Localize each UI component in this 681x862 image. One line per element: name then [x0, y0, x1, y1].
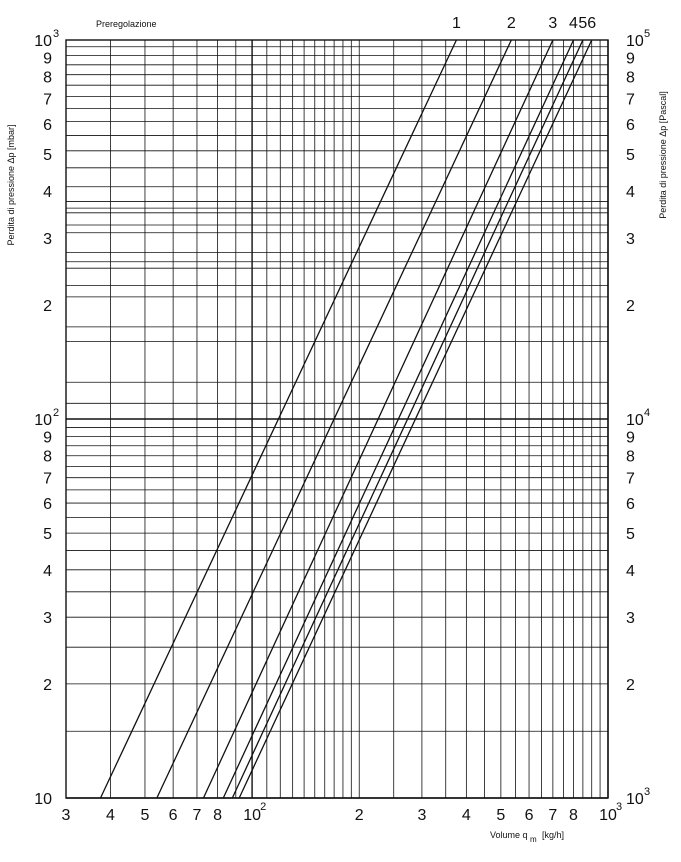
- y-right-tick-label: 9: [626, 50, 635, 68]
- y-left-tick-label: 7: [43, 91, 52, 109]
- x-tick-label: 6: [168, 807, 178, 824]
- y-left-tick-label: 2: [43, 676, 52, 694]
- x-tick-label: 4: [106, 807, 115, 824]
- x-axis-label: Volume q: [490, 830, 528, 840]
- y-left-tick-label: 2: [43, 297, 52, 315]
- y-left-tick-sup: 3: [53, 28, 60, 40]
- x-tick-sup-2: 2: [260, 801, 267, 813]
- x-tick-label: 2: [354, 807, 364, 824]
- y-left-tick-label: 4: [43, 562, 52, 580]
- y-right-tick-label: 8: [626, 69, 635, 87]
- y-left-tick-label: 6: [43, 117, 52, 135]
- x-axis-label-sub: m: [530, 835, 537, 844]
- x-tick-label: 6: [524, 807, 534, 824]
- chart-grid: [66, 40, 608, 798]
- curve-label-3: 3: [548, 15, 558, 32]
- y-left-tick-label: 3: [43, 610, 52, 628]
- y-right-tick-label: 4: [626, 562, 635, 580]
- y-right-tick-label: 2: [626, 676, 635, 694]
- x-tick-label: 5: [496, 807, 506, 824]
- y-right-tick-label: 6: [626, 496, 635, 514]
- y-right-tick-sup: 5: [644, 28, 651, 40]
- y-left-tick-label: 7: [43, 470, 52, 488]
- curve-label-6: 6: [587, 15, 597, 32]
- y-right-tick-label: 10: [626, 412, 644, 429]
- y-right-tick-label: 6: [626, 117, 635, 135]
- chart-labels: [6, 15, 668, 844]
- x-tick-label: 10: [243, 807, 261, 824]
- x-tick-label: 7: [548, 807, 558, 824]
- y-axis-label-right: Perdita di pressione Δp [Pascal]: [658, 91, 668, 219]
- x-tick-label: 10: [599, 807, 617, 824]
- y-axis-label-left: Perdita di pressione Δp [mbar]: [6, 124, 16, 246]
- y-left-tick-label: 10: [34, 33, 52, 50]
- y-left-tick-label: 4: [43, 183, 52, 201]
- curve-label-4: 4: [569, 15, 578, 32]
- y-right-tick-label: 7: [626, 470, 635, 488]
- y-left-tick-label: 9: [43, 429, 52, 447]
- y-left-tick-label: 6: [43, 496, 52, 514]
- y-right-tick-label: 5: [626, 526, 635, 544]
- y-right-tick-label: 4: [626, 183, 635, 201]
- y-left-tick-label: 5: [43, 147, 52, 165]
- y-right-tick-label: 2: [626, 297, 635, 315]
- curve-label-1: 1: [451, 15, 461, 32]
- y-right-tick-label: 9: [626, 429, 635, 447]
- y-right-tick-label: 3: [626, 231, 635, 249]
- y-left-tick-label: 8: [43, 448, 52, 466]
- x-tick-label: 3: [61, 807, 71, 824]
- x-tick-label: 7: [192, 807, 202, 824]
- x-tick-label: 5: [140, 807, 150, 824]
- y-right-tick-label: 3: [626, 610, 635, 628]
- x-tick-label: 3: [417, 807, 427, 824]
- y-left-tick-label: 10: [34, 791, 52, 808]
- x-tick-label: 8: [213, 807, 223, 824]
- y-right-tick-sup: 3: [644, 786, 651, 798]
- chart-title: Preregolazione: [96, 19, 157, 29]
- y-right-tick-sup: 4: [644, 407, 651, 419]
- y-left-tick-label: 8: [43, 69, 52, 87]
- x-tick-label: 4: [461, 807, 471, 824]
- y-left-tick-label: 5: [43, 526, 52, 544]
- y-right-tick-label: 10: [626, 791, 644, 808]
- curve-label-5: 5: [578, 15, 588, 32]
- curve-label-2: 2: [506, 15, 516, 32]
- y-left-tick-label: 9: [43, 50, 52, 68]
- y-right-tick-label: 7: [626, 91, 635, 109]
- y-right-tick-label: 10: [626, 33, 644, 50]
- y-left-tick-label: 3: [43, 231, 52, 249]
- y-right-tick-label: 8: [626, 448, 635, 466]
- x-tick-label: 8: [569, 807, 578, 824]
- x-axis-unit: [kg/h]: [542, 830, 565, 840]
- y-right-tick-label: 5: [626, 147, 635, 165]
- y-left-tick-sup: 2: [53, 407, 60, 419]
- x-tick-sup-3: 3: [616, 801, 623, 813]
- y-left-tick-label: 10: [34, 412, 52, 429]
